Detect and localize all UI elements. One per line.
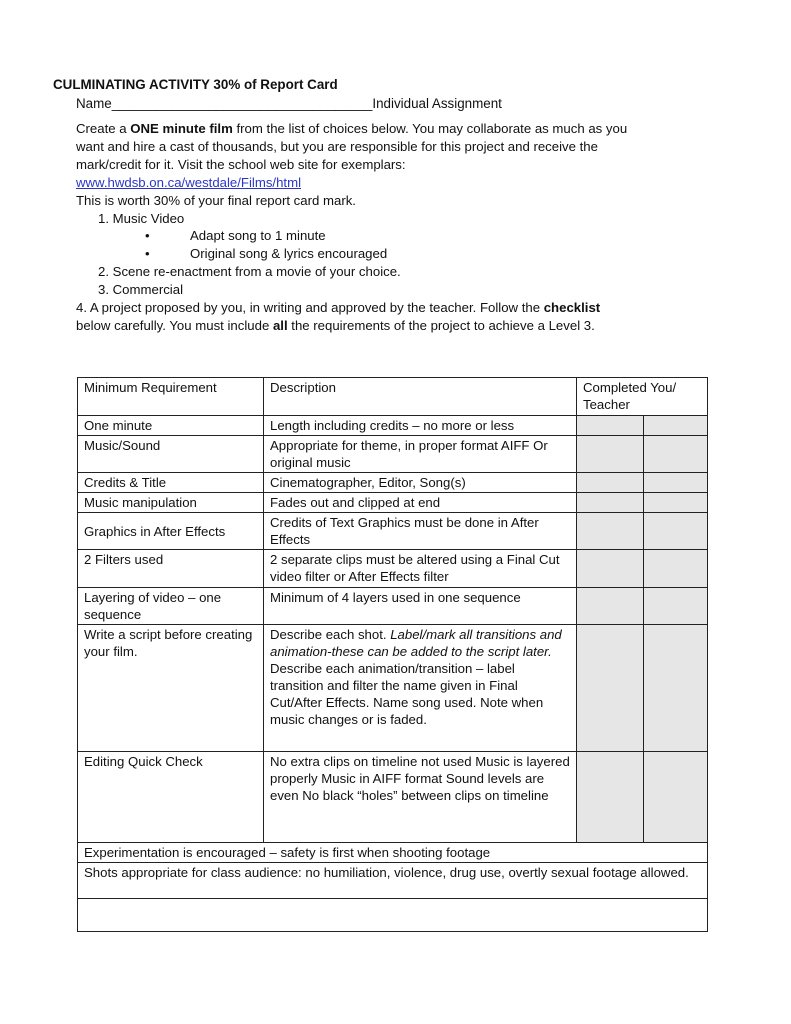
choice-item-3: 3. Commercial [98, 282, 184, 297]
choice-item-2: 2. Scene re-enactment from a movie of your choice. [98, 264, 401, 279]
table-row [78, 752, 708, 843]
teacher-check-cell[interactable] [644, 416, 708, 436]
teacher-check-cell[interactable] [644, 752, 708, 843]
teacher-check-cell[interactable] [644, 473, 708, 493]
student-check-cell[interactable] [577, 588, 644, 625]
requirement-cell: One minute [78, 416, 264, 436]
requirement-cell: Editing Quick Check [78, 752, 264, 843]
exemplar-link-wrap [76, 174, 301, 192]
table-row [78, 436, 708, 473]
italic-note: Label/mark all transitions and animation-these can be added to the script later. [270, 627, 562, 659]
header-description: Description [264, 378, 577, 416]
footer-row [78, 899, 708, 932]
table-header-row [78, 378, 708, 416]
student-check-cell[interactable] [577, 416, 644, 436]
requirement-cell: Graphics in After Effects [78, 513, 264, 550]
table-row [78, 550, 708, 588]
choice-item-4-line-2: below carefully. You must include all the requirements of the project to achieve a Level 3. [76, 318, 595, 333]
exemplar-link[interactable]: www.hwdsb.on.ca/westdale/Films/html [76, 175, 301, 190]
description-cell: Fades out and clipped at end [264, 493, 577, 513]
worth-line: This is worth 30% of your final report card mark. [76, 193, 356, 208]
table-row [78, 513, 708, 550]
table-row [78, 493, 708, 513]
student-check-cell[interactable] [577, 473, 644, 493]
requirements-table [77, 377, 708, 932]
description-cell: No extra clips on timeline not used Music is layered properly Music in AIFF format Sound levels are even No black “holes” between clips on timeline [264, 752, 577, 843]
teacher-check-cell[interactable] [644, 493, 708, 513]
requirement-cell: Write a script before creating your film. [78, 625, 264, 752]
assignment-type: Individual Assignment [372, 96, 502, 111]
name-label: Name___________________________________ [76, 96, 373, 111]
header-requirement: Minimum Requirement [78, 378, 264, 416]
teacher-check-cell[interactable] [644, 588, 708, 625]
description-cell: Length including credits – no more or less [264, 416, 577, 436]
choice-item-1: 1. Music Video [98, 211, 185, 226]
description-cell: Describe each shot. Label/mark all transitions and animation-these can be added to the script later. Describe each animation/transition – label transition and filter the name given in Final Cut/After Effects. Name song used. Note when music changes or is faded. [264, 625, 577, 752]
teacher-check-cell[interactable] [644, 625, 708, 752]
requirement-cell: 2 Filters used [78, 550, 264, 588]
requirement-cell: Credits & Title [78, 473, 264, 493]
intro-line-1: Create a ONE minute film from the list of choices below. You may collaborate as much as you [76, 121, 628, 136]
description-cell: Credits of Text Graphics must be done in After Effects [264, 513, 577, 550]
bullet-item: Original song & lyrics encouraged [190, 246, 388, 261]
teacher-check-cell[interactable] [644, 436, 708, 473]
name-line [76, 96, 502, 111]
bullet-icon: • [145, 228, 150, 243]
student-check-cell[interactable] [577, 493, 644, 513]
requirement-cell: Music/Sound [78, 436, 264, 473]
bullet-item: Adapt song to 1 minute [190, 228, 326, 243]
footer-note: Shots appropriate for class audience: no humiliation, violence, drug use, overtly sexual footage allowed. [78, 863, 708, 899]
choice-item-4-line-1: 4. A project proposed by you, in writing and approved by the teacher. Follow the checklist [76, 300, 601, 315]
footer-row [78, 863, 708, 899]
description-cell: Cinematographer, Editor, Song(s) [264, 473, 577, 493]
teacher-check-cell[interactable] [644, 513, 708, 550]
student-check-cell[interactable] [577, 550, 644, 588]
header-completed: Completed You/ Teacher [577, 378, 708, 416]
description-cell: Appropriate for theme, in proper format AIFF Or original music [264, 436, 577, 473]
page-title: CULMINATING ACTIVITY 30% of Report Card [53, 77, 338, 92]
intro-line-2: want and hire a cast of thousands, but you are responsible for this project and receive the [76, 139, 598, 154]
bullet-icon: • [145, 246, 150, 261]
table-row [78, 588, 708, 625]
requirement-cell: Layering of video – one sequence [78, 588, 264, 625]
description-cell: Minimum of 4 layers used in one sequence [264, 588, 577, 625]
student-check-cell[interactable] [577, 752, 644, 843]
intro-line-3: mark/credit for it. Visit the school web site for exemplars: [76, 157, 406, 172]
footer-row [78, 843, 708, 863]
requirement-cell: Music manipulation [78, 493, 264, 513]
table-row [78, 416, 708, 436]
footer-note: Experimentation is encouraged – safety is first when shooting footage [78, 843, 708, 863]
table-row [78, 473, 708, 493]
teacher-check-cell[interactable] [644, 550, 708, 588]
student-check-cell[interactable] [577, 625, 644, 752]
intro-bold: ONE minute film [130, 121, 233, 136]
footer-blank[interactable] [78, 899, 708, 932]
description-cell: 2 separate clips must be altered using a Final Cut video filter or After Effects filter [264, 550, 577, 588]
student-check-cell[interactable] [577, 513, 644, 550]
student-check-cell[interactable] [577, 436, 644, 473]
table-row [78, 625, 708, 752]
